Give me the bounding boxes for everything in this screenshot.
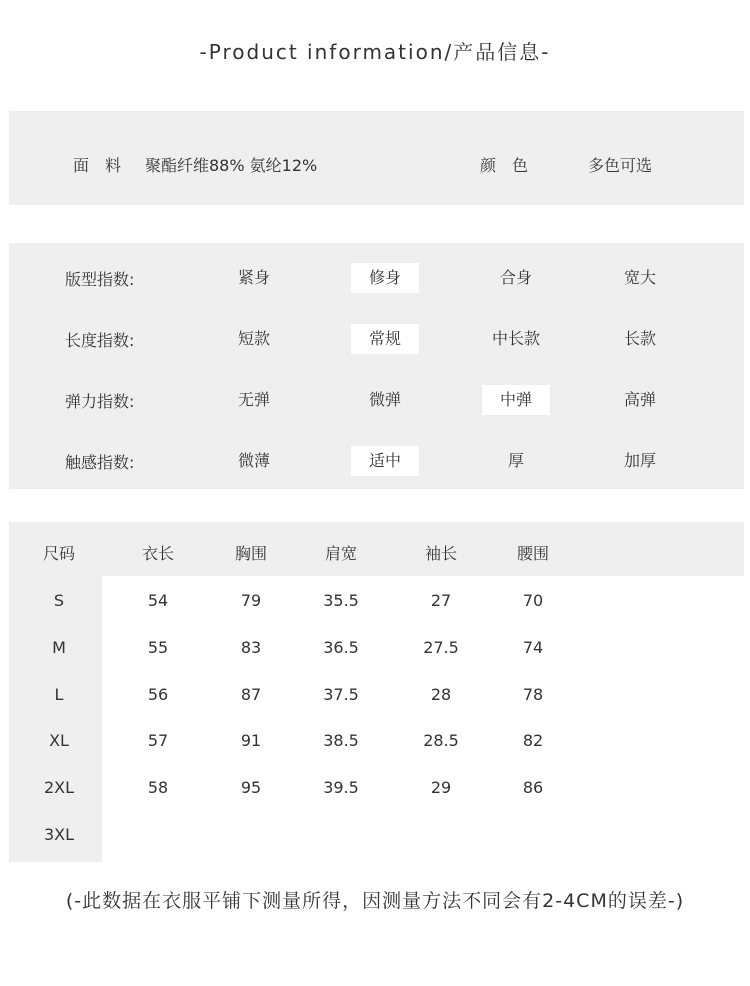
table-cell: 27.5 — [423, 638, 459, 657]
table-cell: 55 — [147, 638, 169, 657]
size-label-cell: 3XL — [43, 825, 75, 844]
table-cell: 29 — [430, 778, 452, 797]
index-option: 加厚 — [623, 451, 656, 470]
color-value: 多色可选 — [588, 156, 653, 175]
table-cell — [206, 823, 296, 847]
table-cell: 38.5 — [323, 731, 359, 750]
index-option: 微薄 — [237, 451, 270, 470]
index-label: 版型指数: — [65, 270, 135, 289]
measurement-note: (-此数据在衣服平铺下测量所得，因测量方法不同会有2-4CM的误差-) — [65, 890, 685, 912]
size-label-cell: S — [53, 591, 65, 610]
table-header-cell: 肩宽 — [324, 544, 357, 563]
size-label-cell: 2XL — [43, 778, 75, 797]
index-option: 无弹 — [237, 390, 270, 409]
table-cell — [113, 823, 203, 847]
table-header-cell: 袖长 — [424, 544, 457, 563]
index-label: 弹力指数: — [65, 392, 135, 411]
table-cell: 37.5 — [323, 685, 359, 704]
table-cell — [488, 823, 578, 847]
table-cell: 56 — [147, 685, 169, 704]
table-cell: 39.5 — [323, 778, 359, 797]
index-option: 厚 — [507, 451, 524, 470]
index-option: 短款 — [237, 329, 270, 348]
table-cell: 35.5 — [323, 591, 359, 610]
table-cell: 83 — [240, 638, 262, 657]
table-header-cell: 尺码 — [42, 544, 75, 563]
size-label-cell: L — [54, 685, 64, 704]
table-cell: 70 — [522, 591, 544, 610]
table-cell: 36.5 — [323, 638, 359, 657]
table-cell: 82 — [522, 731, 544, 750]
index-option-selected: 常规 — [351, 324, 419, 354]
table-cell: 87 — [240, 685, 262, 704]
table-cell: 28 — [430, 685, 452, 704]
size-label-cell: XL — [49, 731, 69, 750]
table-cell: 91 — [240, 731, 262, 750]
index-option: 紧身 — [237, 268, 270, 287]
table-cell: 58 — [147, 778, 169, 797]
index-option: 高弹 — [623, 390, 656, 409]
page-title: -Product information/产品信息- — [199, 40, 551, 64]
index-option: 中长款 — [491, 329, 540, 348]
material-value: 聚酯纤维88% 氨纶12% — [145, 156, 318, 175]
index-option: 合身 — [499, 268, 532, 287]
table-cell — [296, 823, 386, 847]
table-cell: 27 — [430, 591, 452, 610]
table-header-cell: 胸围 — [234, 544, 267, 563]
table-cell: 78 — [522, 685, 544, 704]
index-option: 微弹 — [368, 390, 401, 409]
color-label: 颜 色 — [480, 156, 529, 175]
index-option-selected: 适中 — [351, 446, 419, 476]
table-cell: 79 — [240, 591, 262, 610]
table-header-cell: 衣长 — [141, 544, 174, 563]
material-panel — [9, 111, 744, 205]
index-option: 宽大 — [623, 268, 656, 287]
index-option-selected: 中弹 — [482, 385, 550, 415]
size-column-bg — [9, 576, 102, 862]
material-label: 面 料 — [73, 156, 122, 175]
index-option-selected: 修身 — [351, 263, 419, 293]
index-label: 长度指数: — [65, 331, 135, 350]
index-label: 触感指数: — [65, 453, 135, 472]
index-option: 长款 — [623, 329, 656, 348]
table-cell: 28.5 — [423, 731, 459, 750]
size-label-cell: M — [52, 638, 66, 657]
table-cell: 54 — [147, 591, 169, 610]
table-cell — [396, 823, 486, 847]
table-cell: 86 — [522, 778, 544, 797]
table-header-cell: 腰围 — [516, 544, 549, 563]
index-panel — [9, 243, 744, 489]
table-cell: 57 — [147, 731, 169, 750]
table-cell: 95 — [240, 778, 262, 797]
table-cell: 74 — [522, 638, 544, 657]
